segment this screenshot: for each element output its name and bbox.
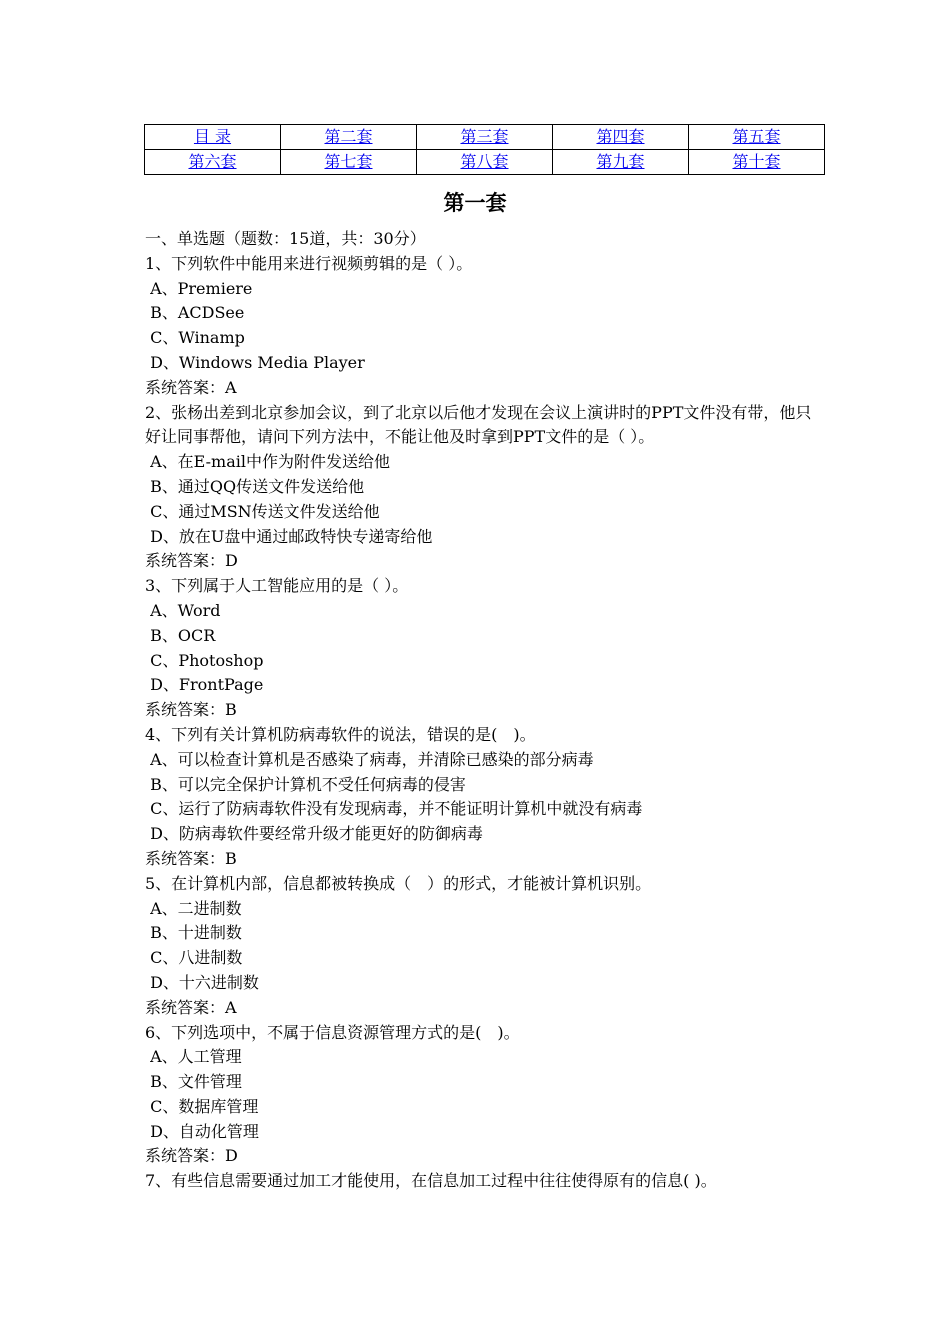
option-text: A、在E-mail中作为附件发送给他	[145, 452, 390, 472]
nav-cell	[281, 125, 417, 150]
option-text: A、可以检查计算机是否感染了病毒，并清除已感染的部分病毒	[145, 749, 594, 769]
option-text: B、OCR	[145, 625, 216, 645]
question-text: 3、下列属于人工智能应用的是（ ）。	[145, 576, 409, 596]
nav-link-set-5[interactable]: 第五套	[732, 127, 781, 146]
option-text: B、十进制数	[145, 923, 242, 943]
nav-link-set-9[interactable]: 第九套	[596, 152, 645, 171]
nav-cell	[553, 125, 689, 150]
nav-cell	[145, 125, 281, 150]
question-block	[145, 723, 825, 872]
option-text: B、ACDSee	[145, 303, 245, 323]
option-text: B、文件管理	[145, 1072, 242, 1092]
questions-container	[145, 252, 825, 1194]
nav-cell	[417, 125, 553, 150]
answer-text: 系统答案：D	[145, 1146, 238, 1166]
option-text: D、Windows Media Player	[145, 352, 365, 372]
nav-cell	[689, 150, 825, 175]
question-list	[145, 227, 825, 1194]
nav-link-set-8[interactable]: 第八套	[460, 152, 509, 171]
option-text: C、八进制数	[145, 948, 243, 968]
question-block	[145, 872, 825, 1021]
nav-cell	[417, 150, 553, 175]
question-block	[145, 1169, 825, 1194]
answer-text: 系统答案：B	[145, 700, 237, 720]
nav-link-set-2[interactable]: 第二套	[324, 127, 373, 146]
nav-cell	[553, 150, 689, 175]
question-text: 4、下列有关计算机防病毒软件的说法，错误的是( )。	[145, 724, 536, 744]
option-text: B、通过QQ传送文件发送给他	[145, 476, 365, 496]
answer-text: 系统答案：B	[145, 848, 237, 868]
option-text: C、通过MSN传送文件发送给他	[145, 501, 380, 521]
option-text: D、自动化管理	[145, 1121, 259, 1141]
nav-cell	[145, 150, 281, 175]
answer-text: 系统答案：A	[145, 377, 237, 397]
option-text: C、运行了防病毒软件没有发现病毒，并不能证明计算机中就没有病毒	[145, 799, 643, 819]
option-text: B、可以完全保护计算机不受任何病毒的侵害	[145, 774, 466, 794]
question-block	[145, 1021, 825, 1170]
option-text: C、数据库管理	[145, 1096, 259, 1116]
option-text: D、FrontPage	[145, 675, 264, 695]
option-text: D、放在U盘中通过邮政特快专递寄给他	[145, 526, 433, 546]
answer-text: 系统答案：A	[145, 997, 237, 1017]
option-text: A、人工管理	[145, 1047, 242, 1067]
option-text: A、Premiere	[145, 278, 253, 298]
nav-link-contents[interactable]: 目 录	[193, 127, 232, 146]
option-text: A、Word	[145, 600, 221, 620]
question-text: 7、有些信息需要通过加工才能使用，在信息加工过程中往往使得原有的信息( )。	[145, 1171, 717, 1191]
option-text: C、Winamp	[145, 328, 245, 348]
section-heading: 一、单选题（题数：15道，共：30分）	[145, 229, 426, 248]
question-text: 5、在计算机内部，信息都被转换成（ ）的形式，才能被计算机识别。	[145, 873, 652, 893]
nav-link-set-10[interactable]: 第十套	[732, 152, 781, 171]
nav-row	[145, 125, 825, 150]
answer-text: 系统答案：D	[145, 551, 238, 571]
navigation-table	[144, 124, 825, 175]
option-text: A、二进制数	[145, 898, 242, 918]
option-text: C、Photoshop	[145, 650, 264, 670]
question-text: 1、下列软件中能用来进行视频剪辑的是（ ）。	[145, 253, 473, 273]
question-block	[145, 252, 825, 401]
nav-cell	[281, 150, 417, 175]
option-text: D、防病毒软件要经常升级才能更好的防御病毒	[145, 824, 483, 844]
option-text: D、十六进制数	[145, 972, 259, 992]
page-title: 第一套	[443, 190, 507, 215]
nav-row	[145, 150, 825, 175]
nav-link-set-4[interactable]: 第四套	[596, 127, 645, 146]
question-block	[145, 401, 825, 575]
nav-link-set-3[interactable]: 第三套	[460, 127, 509, 146]
question-block	[145, 574, 825, 723]
nav-link-set-7[interactable]: 第七套	[324, 152, 373, 171]
nav-link-set-6[interactable]: 第六套	[188, 152, 237, 171]
question-text: 6、下列选项中，不属于信息资源管理方式的是( )。	[145, 1022, 520, 1042]
nav-cell	[689, 125, 825, 150]
question-text: 2、张杨出差到北京参加会议，到了北京以后他才发现在会议上演讲时的PPT文件没有带，他只好让同事帮他，请问下列方法中，不能让他及时拿到PPT文件的是（ ）。	[145, 402, 812, 447]
